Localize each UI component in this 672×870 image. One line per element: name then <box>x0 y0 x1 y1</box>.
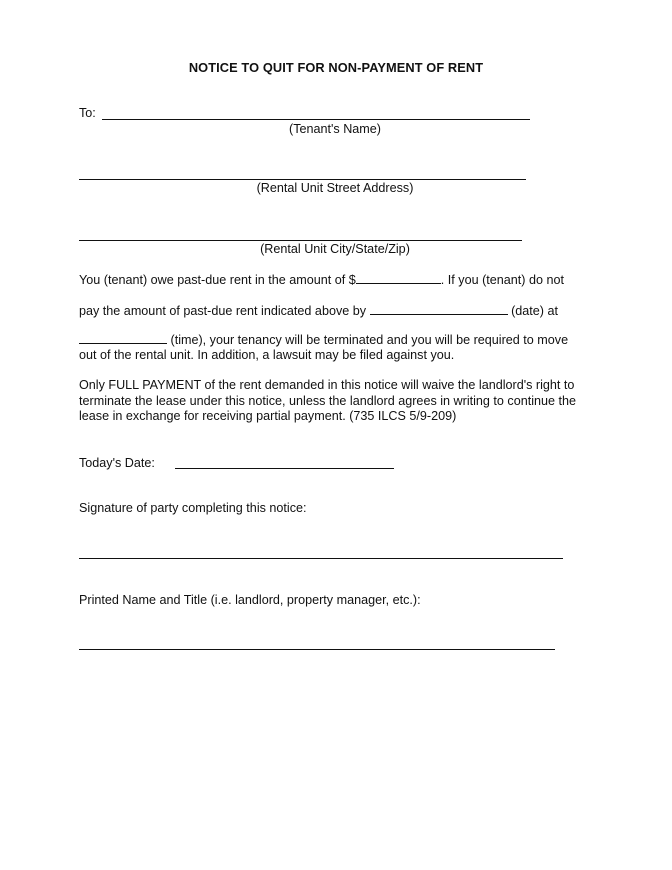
rent-amount-blank[interactable] <box>356 273 441 284</box>
rent-sentence-start: You (tenant) owe past-due rent in the amount of $ <box>79 273 356 287</box>
todays-date-label: Today's Date: <box>79 456 155 470</box>
time-sentence-start: (time), your tenancy will be terminated and you will be required to move <box>170 333 569 347</box>
rent-sentence-end: . If you (tenant) do not <box>440 273 564 287</box>
todays-date-line[interactable] <box>175 468 394 469</box>
city-state-zip-caption: (Rental Unit City/State/Zip) <box>260 242 410 256</box>
document-title: NOTICE TO QUIT FOR NON-PAYMENT OF RENT <box>188 60 484 75</box>
tenant-name-caption: (Tenant's Name) <box>289 122 381 136</box>
to-label: To: <box>79 106 96 120</box>
time-sentence-continued: out of the rental unit. In addition, a lawsuit may be filed against you. <box>79 348 455 362</box>
due-date-blank[interactable] <box>370 304 508 315</box>
rent-amount-sentence <box>79 273 564 287</box>
street-address-caption: (Rental Unit Street Address) <box>256 181 414 195</box>
street-address-line[interactable] <box>79 179 526 180</box>
tenant-name-line[interactable] <box>102 119 530 120</box>
signature-line[interactable] <box>79 558 563 559</box>
pay-sentence-end: (date) at <box>511 304 558 318</box>
printed-name-line[interactable] <box>79 649 555 650</box>
time-sentence <box>79 333 568 347</box>
due-time-blank[interactable] <box>79 333 167 344</box>
pay-by-sentence <box>79 304 558 318</box>
full-payment-paragraph: Only FULL PAYMENT of the rent demanded in this notice will waive the landlord's right to terminate the lease under this notice, unless the landlord agrees in writing to continue the lease in exchange for receiving partial payment. (735 ILCS 5/9-209) <box>79 378 577 423</box>
pay-sentence-start: pay the amount of past-due rent indicated above by <box>79 304 367 318</box>
city-state-zip-line[interactable] <box>79 240 522 241</box>
signature-label: Signature of party completing this notice: <box>79 501 307 515</box>
printed-name-label: Printed Name and Title (i.e. landlord, property manager, etc.): <box>79 593 421 607</box>
